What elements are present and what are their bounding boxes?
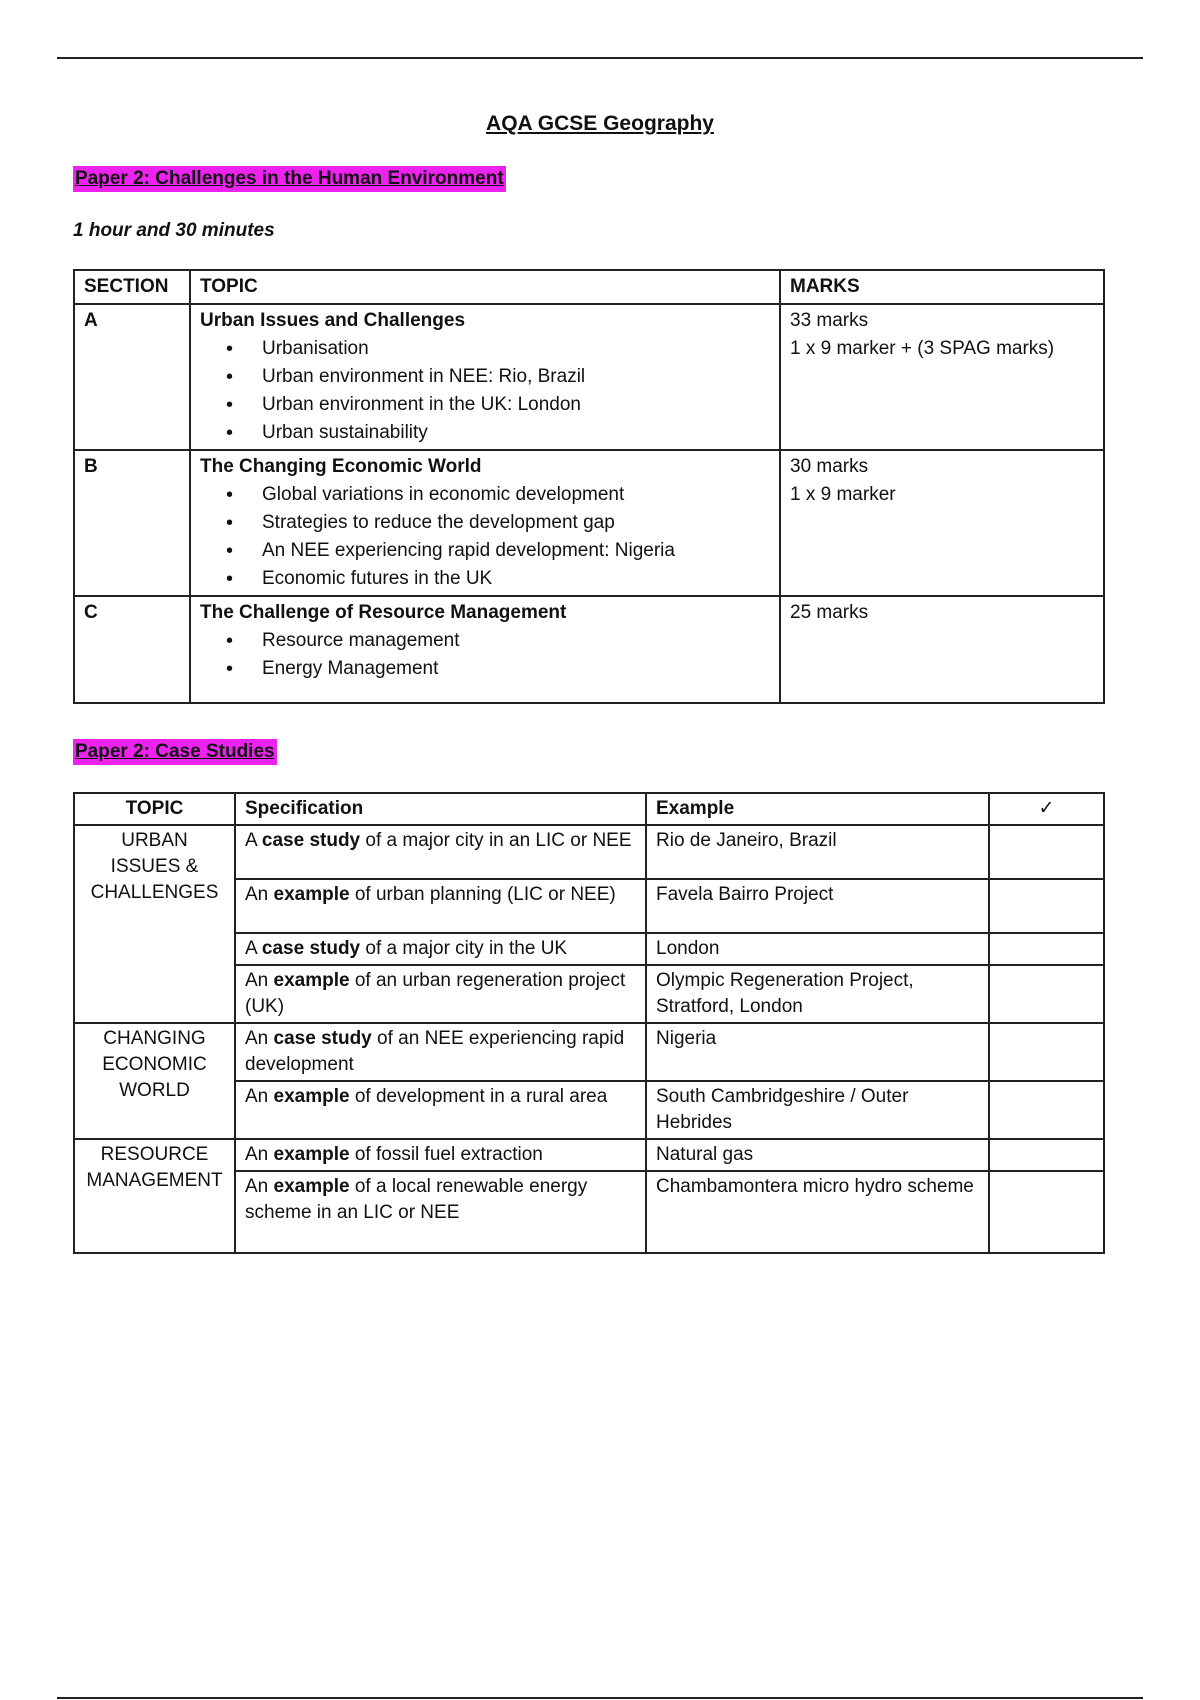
example-cell: Chambamontera micro hydro scheme <box>646 1171 989 1253</box>
list-item: • Urbanisation <box>262 335 770 363</box>
marks-cell <box>780 450 1104 596</box>
exam-duration: 1 hour and 30 minutes <box>73 220 275 241</box>
check-cell[interactable] <box>989 879 1104 933</box>
topic-cell <box>190 450 780 596</box>
header-topic: TOPIC <box>74 793 235 825</box>
list-item: • Urban environment in the UK: London <box>262 391 770 419</box>
spec-prefix: An <box>245 1086 274 1107</box>
list-item: • Urban sustainability <box>262 419 770 447</box>
marks-total: 25 marks <box>790 602 869 623</box>
spec-keyword: case study <box>273 1028 372 1049</box>
header-specification: Specification <box>235 793 646 825</box>
subtopic-list <box>200 627 770 683</box>
bottom-rule <box>57 1697 1143 1699</box>
spec-prefix: An <box>245 1176 274 1197</box>
example-cell: South Cambridgeshire / Outer Hebrides <box>646 1081 989 1139</box>
marks-total: 33 marks <box>790 310 869 331</box>
spec-keyword: case study <box>261 938 361 959</box>
specification-cell <box>235 1023 646 1081</box>
specification-cell <box>235 933 646 965</box>
list-item: • Global variations in economic development <box>262 481 770 509</box>
section-letter: C <box>74 596 190 703</box>
page-title: AQA GCSE Geography <box>486 112 714 135</box>
spec-rest: of an NEE experiencing rapid development <box>245 1028 625 1075</box>
specification-cell <box>235 1171 646 1253</box>
spec-keyword: example <box>273 1176 350 1197</box>
marks-cell <box>780 596 1104 703</box>
topic-group-cell: URBAN ISSUES & CHALLENGES <box>74 825 235 1023</box>
specification-cell <box>235 1081 646 1139</box>
header-marks: MARKS <box>780 270 1104 304</box>
list-item: • Energy Management <box>262 655 770 683</box>
spec-rest: of fossil fuel extraction <box>349 1144 543 1165</box>
marks-detail: 1 x 9 marker + (3 SPAG marks) <box>790 338 1055 359</box>
example-cell: Rio de Janeiro, Brazil <box>646 825 989 879</box>
list-item: • An NEE experiencing rapid development: Nigeria <box>262 537 770 565</box>
spec-prefix: An <box>245 1028 274 1049</box>
spec-prefix: An <box>245 1144 274 1165</box>
spec-prefix: A <box>245 938 262 959</box>
spec-rest: of a major city in the UK <box>360 938 568 959</box>
spec-keyword: case study <box>261 830 361 851</box>
example-cell: London <box>646 933 989 965</box>
topic-cell <box>190 304 780 450</box>
list-item: • Economic futures in the UK <box>262 565 770 593</box>
list-item: • Strategies to reduce the development gap <box>262 509 770 537</box>
top-rule <box>57 57 1143 59</box>
example-cell: Olympic Regeneration Project, Stratford, London <box>646 965 989 1023</box>
spec-keyword: example <box>273 970 350 991</box>
check-cell[interactable] <box>989 1171 1104 1253</box>
list-item: • Resource management <box>262 627 770 655</box>
check-cell[interactable] <box>989 965 1104 1023</box>
table-row <box>74 450 1104 596</box>
example-cell: Nigeria <box>646 1023 989 1081</box>
topic-title: The Challenge of Resource Management <box>200 602 567 623</box>
check-cell[interactable] <box>989 1139 1104 1171</box>
spec-keyword: example <box>273 884 350 905</box>
table-row <box>74 304 1104 450</box>
section-letter: B <box>74 450 190 596</box>
spec-rest: of a local renewable energy scheme in an LIC or NEE <box>245 1176 588 1223</box>
check-cell[interactable] <box>989 825 1104 879</box>
subtopic-list <box>200 481 770 593</box>
header-example: Example <box>646 793 989 825</box>
list-item: • Urban environment in NEE: Rio, Brazil <box>262 363 770 391</box>
topic-cell <box>190 596 780 703</box>
check-cell[interactable] <box>989 1023 1104 1081</box>
table-row <box>74 596 1104 703</box>
spec-rest: of an urban regeneration project (UK) <box>245 970 626 1017</box>
specification-cell <box>235 965 646 1023</box>
topic-title: The Changing Economic World <box>200 456 482 477</box>
spec-rest: of development in a rural area <box>349 1086 608 1107</box>
spec-prefix: An <box>245 970 274 991</box>
table-row <box>74 825 1104 879</box>
section-letter: A <box>74 304 190 450</box>
subtopic-list <box>200 335 770 447</box>
marks-cell <box>780 304 1104 450</box>
paper-heading: Paper 2: Challenges in the Human Environment <box>73 166 506 192</box>
specification-cell <box>235 1139 646 1171</box>
spec-keyword: example <box>273 1086 350 1107</box>
spec-prefix: An <box>245 884 274 905</box>
case-studies-heading: Paper 2: Case Studies <box>73 739 277 765</box>
header-topic: TOPIC <box>190 270 780 304</box>
header-section: SECTION <box>74 270 190 304</box>
spec-rest: of a major city in an LIC or NEE <box>360 830 632 851</box>
spec-keyword: example <box>273 1144 350 1165</box>
table-row <box>74 1023 1104 1081</box>
sections-table <box>73 269 1105 704</box>
marks-total: 30 marks <box>790 456 869 477</box>
topic-title: Urban Issues and Challenges <box>200 310 466 331</box>
spec-prefix: A <box>245 830 262 851</box>
example-cell: Natural gas <box>646 1139 989 1171</box>
check-cell[interactable] <box>989 1081 1104 1139</box>
topic-group-cell: RESOURCE MANAGEMENT <box>74 1139 235 1253</box>
specification-cell <box>235 879 646 933</box>
marks-detail: 1 x 9 marker <box>790 484 896 505</box>
case-studies-table <box>73 792 1105 1254</box>
topic-group-cell: CHANGING ECONOMIC WORLD <box>74 1023 235 1139</box>
spec-rest: of urban planning (LIC or NEE) <box>349 884 616 905</box>
check-cell[interactable] <box>989 933 1104 965</box>
table-row <box>74 1139 1104 1171</box>
specification-cell <box>235 825 646 879</box>
sections-header-row <box>74 270 1104 304</box>
example-cell: Favela Bairro Project <box>646 879 989 933</box>
header-checkmark: ✓ <box>989 793 1104 825</box>
case-header-row <box>74 793 1104 825</box>
